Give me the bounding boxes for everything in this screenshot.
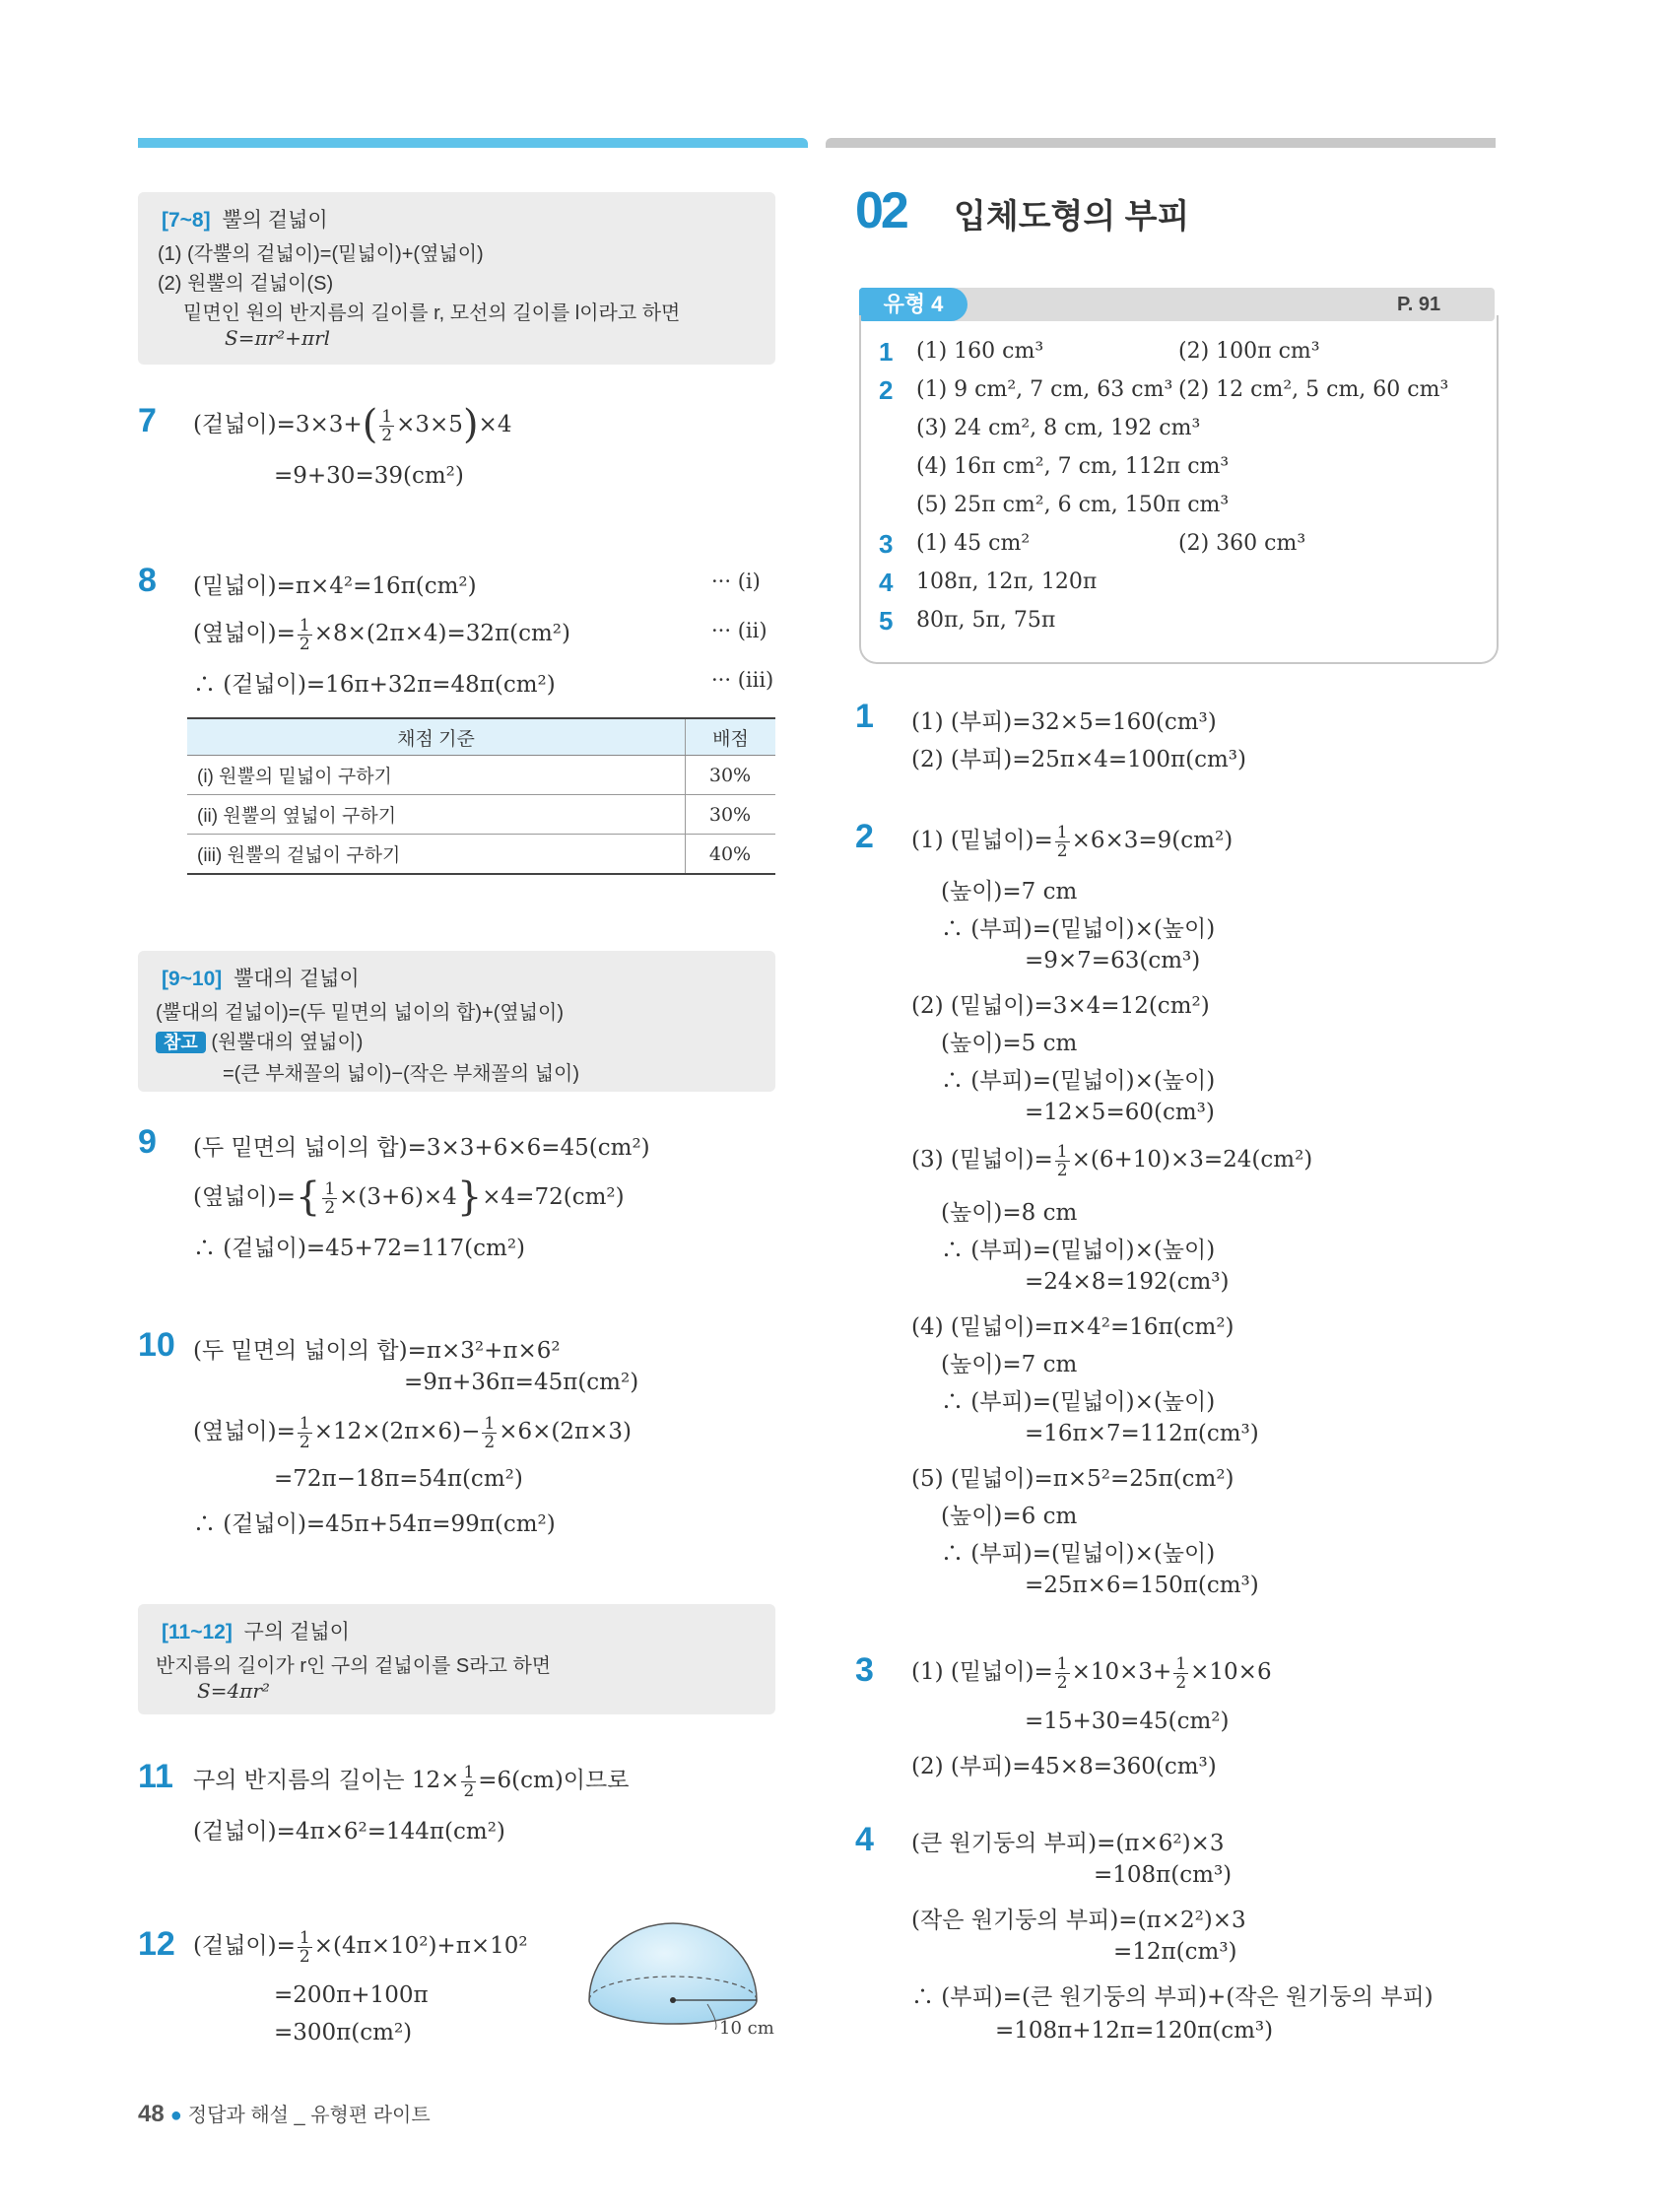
concept-box-7-8: [138, 192, 775, 365]
solution-line: ∴ (겉넓이)=16π+32π=48π(cm²): [193, 672, 556, 698]
hemisphere-figure: [581, 1921, 788, 2059]
question-number: 11: [138, 1758, 173, 1795]
solution-line: ∴ (겉넓이)=45+72=117(cm²): [193, 1236, 526, 1261]
solution-line: (겉넓이)=3×3+( $\frac{1}{2}$ ×3×5)×4: [193, 402, 512, 447]
fraction: $\frac{1}{2}$: [484, 1413, 496, 1452]
page-number: 48: [138, 2101, 165, 2127]
summary-number: 1: [879, 337, 894, 367]
solution-line: =15+30=45(cm²): [1025, 1709, 1230, 1734]
solution-line: =12π(cm³): [1113, 1939, 1237, 1965]
solution-line: =24×8=192(cm³): [1025, 1269, 1230, 1295]
summary-number: 4: [879, 568, 894, 597]
solution-line: =16π×7=112π(cm³): [1025, 1421, 1259, 1446]
concept-title: 뿔대의 겉넓이: [234, 968, 360, 990]
top-rule-right: [826, 138, 1496, 148]
solution-line: (밑넓이)=π×4²=16π(cm²): [193, 573, 477, 599]
section-title: 입체도형의 부피: [954, 198, 1190, 235]
note-badge: 참고: [156, 1032, 206, 1053]
expr: (옆넓이)=: [193, 621, 296, 646]
concept-title: 뿔의 겉넓이: [222, 209, 328, 232]
solution-line: ∴ (부피)=(밑넓이)×(높이): [941, 1068, 1216, 1094]
solution-line: =300π(cm²): [274, 2020, 413, 2045]
expr: ×6×3=9(cm²): [1071, 828, 1234, 853]
summary-number: 3: [879, 529, 894, 559]
solution-line: =9×7=63(cm³): [1025, 948, 1201, 973]
fraction: $\frac{1}{2}$: [299, 1413, 310, 1452]
solution-line: =9+30=39(cm²): [274, 463, 464, 489]
solution-line: (작은 원기둥의 부피)=(π×2²)×3: [911, 1908, 1246, 1933]
summary-answer: (4) 16π cm², 7 cm, 112π cm³: [916, 454, 1230, 479]
solution-line: (높이)=7 cm: [941, 879, 1078, 905]
summary-answer: (5) 25π cm², 6 cm, 150π cm³: [916, 493, 1230, 517]
fraction: $\frac{1}{2}$: [1056, 822, 1068, 861]
expr: (옆넓이)=: [193, 1184, 296, 1210]
expr: (1) (밑넓이)=: [911, 828, 1053, 853]
concept-formula: S=πr²+πrl: [225, 326, 331, 350]
solution-line: =25π×6=150π(cm³): [1025, 1573, 1259, 1598]
fraction: $\frac{1}{2}$: [1056, 1653, 1068, 1693]
table-cell: (iii) 원뿔의 겉넓이 구하기: [187, 835, 686, 875]
expr: ×12×(2π×6)−: [313, 1419, 481, 1444]
solution-line: (2) (부피)=45×8=360(cm³): [911, 1754, 1217, 1779]
solution-line: =108π+12π=120π(cm³): [995, 2018, 1274, 2044]
solution-line: (큰 원기둥의 부피)=(π×6²)×3: [911, 1831, 1225, 1856]
table-row: [187, 756, 775, 795]
solution-line: (높이)=8 cm: [941, 1200, 1078, 1226]
step-marker: ··· (i): [711, 570, 761, 593]
expr: 구의 반지름의 길이는 12×: [193, 1768, 460, 1793]
expr: =6(cm)이므로: [478, 1768, 630, 1793]
top-rule-left: [138, 138, 808, 148]
page-reference: P. 91: [1397, 294, 1441, 315]
expr: ×(4π×10²)+π×10²: [313, 1933, 528, 1959]
question-number: 4: [855, 1821, 874, 1858]
expr: ×(3+6)×4: [339, 1184, 457, 1210]
expr: ×6×(2π×3): [499, 1419, 632, 1444]
solution-line: [911, 1653, 1272, 1692]
solution-line: [911, 822, 1233, 860]
type-label: 유형 4: [859, 288, 967, 321]
page-footer: [138, 2099, 431, 2128]
solution-line: (2) (부피)=25π×4=100π(cm³): [911, 747, 1246, 772]
question-number: 3: [855, 1651, 874, 1689]
concept-line: 밑면인 원의 반지름의 길이를 r, 모선의 길이를 l이라고 하면: [183, 302, 681, 324]
summary-answer: (3) 24 cm², 8 cm, 192 cm³: [916, 416, 1201, 440]
concept-line: (1) (각뿔의 겉넓이)=(밑넓이)+(옆넓이): [158, 243, 484, 265]
solution-line: (두 밑면의 넓이의 합)=π×3²+π×6²: [193, 1338, 561, 1364]
concept-tag: [9~10]: [162, 968, 223, 990]
expr: ×10×6: [1190, 1659, 1272, 1685]
concept-tag: [11~12]: [162, 1621, 233, 1643]
solution-line: [193, 1927, 528, 1966]
solution-line: (2) (밑넓이)=3×4=12(cm²): [911, 993, 1210, 1019]
solution-line: [911, 1141, 1312, 1179]
expr: (겉넓이)=: [193, 1933, 296, 1959]
summary-answer: (2) 12 cm², 5 cm, 60 cm³: [1178, 377, 1449, 402]
section-number: 02: [855, 182, 906, 239]
fraction: $\frac{1}{2}$: [299, 1927, 310, 1967]
question-number: 2: [855, 818, 874, 855]
solution-line: [193, 1762, 629, 1800]
summary-answer: (1) 9 cm², 7 cm, 63 cm³: [916, 377, 1173, 402]
solution-line: ∴ (부피)=(밑넓이)×(높이): [941, 1389, 1216, 1415]
summary-number: 5: [879, 606, 894, 636]
concept-title: 구의 겉넓이: [243, 1621, 350, 1643]
table-header: 채점 기준: [187, 718, 686, 756]
concept-line: 반지름의 길이가 r인 구의 겉넓이를 S라고 하면: [156, 1655, 552, 1677]
summary-answer: (2) 100π cm³: [1178, 339, 1320, 364]
solution-line: ∴ (겉넓이)=45π+54π=99π(cm²): [193, 1511, 556, 1537]
table-cell: (i) 원뿔의 밑넓이 구하기: [187, 756, 686, 795]
solution-line: (높이)=7 cm: [941, 1352, 1078, 1377]
solution-line: (4) (밑넓이)=π×4²=16π(cm²): [911, 1314, 1234, 1340]
concept-line: =(큰 부채꼴의 넓이)−(작은 부채꼴의 넓이): [223, 1063, 580, 1085]
table-row: [187, 835, 775, 875]
expr: ×(6+10)×3=24(cm²): [1071, 1147, 1313, 1173]
concept-formula: S=4πr²: [197, 1679, 270, 1703]
expr: ×4=72(cm²): [482, 1184, 625, 1210]
solution-line: (겉넓이)=4π×6²=144π(cm²): [193, 1819, 505, 1844]
question-number: 8: [138, 562, 157, 599]
concept-line: (2) 원뿔의 겉넓이(S): [158, 273, 334, 295]
table-cell: 30%: [686, 756, 776, 795]
solution-line: (옆넓이)={ $\frac{1}{2}$ ×(3+6)×4}×4=72(cm²): [193, 1174, 625, 1220]
question-number: 10: [138, 1326, 175, 1364]
question-number: 9: [138, 1123, 157, 1161]
table-header: 배점: [686, 718, 776, 756]
concept-box-9-10: [138, 951, 775, 1092]
solution-line: =72π−18π=54π(cm²): [274, 1466, 523, 1492]
solution-line: =12×5=60(cm³): [1025, 1100, 1215, 1125]
expr: (1) (밑넓이)=: [911, 1659, 1053, 1685]
table-cell: (ii) 원뿔의 옆넓이 구하기: [187, 795, 686, 835]
summary-answer: (1) 45 cm²: [916, 531, 1031, 556]
solution-line: ∴ (부피)=(밑넓이)×(높이): [941, 1541, 1216, 1567]
figure-label: 10 cm: [719, 2018, 774, 2039]
solution-line: =108π(cm³): [1094, 1862, 1233, 1888]
solution-line: (높이)=6 cm: [941, 1504, 1078, 1529]
concept-line: (원뿔대의 옆넓이): [211, 1032, 364, 1053]
summary-number: 2: [879, 375, 894, 405]
solution-line: (5) (밑넓이)=π×5²=25π(cm²): [911, 1466, 1234, 1492]
expr: (3) (밑넓이)=: [911, 1147, 1053, 1173]
solution-line: ∴ (부피)=(큰 원기둥의 부피)+(작은 원기둥의 부피): [911, 1984, 1434, 2010]
solution-line: ∴ (부피)=(밑넓이)×(높이): [941, 1238, 1216, 1263]
fraction: $\frac{1}{2}$: [299, 615, 310, 654]
fraction: $\frac{1}{2}$: [463, 1762, 475, 1801]
step-marker: ··· (ii): [711, 619, 767, 642]
expr: (겉넓이)=3×3+: [193, 412, 363, 437]
solution-line: [193, 615, 570, 653]
question-number: 7: [138, 402, 157, 439]
expr: ×3×5: [396, 412, 463, 437]
expr: ×8×(2π×4)=32π(cm²): [313, 621, 570, 646]
expr: ×10×3+: [1071, 1659, 1172, 1685]
concept-tag: [7~8]: [162, 209, 211, 232]
solution-line: [193, 1413, 632, 1451]
step-marker: ··· (iii): [711, 668, 774, 692]
fraction: $\frac{1}{2}$: [1056, 1141, 1068, 1180]
solution-line: (1) (부피)=32×5=160(cm³): [911, 709, 1217, 735]
fraction: $\frac{1}{2}$: [1175, 1653, 1187, 1693]
table-row: [187, 795, 775, 835]
concept-line: (뿔대의 겉넓이)=(두 밑면의 넓이의 합)+(옆넓이): [156, 1002, 564, 1024]
table-cell: 30%: [686, 795, 776, 835]
summary-answer: (2) 360 cm³: [1178, 531, 1306, 556]
solution-line: (두 밑면의 넓이의 합)=3×3+6×6=45(cm²): [193, 1135, 650, 1161]
footer-text: 정답과 해설 _ 유형편 라이트: [187, 2105, 431, 2126]
concept-box-11-12: [138, 1604, 775, 1714]
question-number: 12: [138, 1925, 175, 1963]
bullet-icon: ●: [169, 2105, 182, 2126]
fraction: $\frac{1}{2}$: [324, 1178, 336, 1218]
solution-line: =200π+100π: [274, 1982, 429, 2008]
solution-line: =9π+36π=45π(cm²): [404, 1370, 639, 1395]
grading-table: [187, 717, 775, 875]
summary-answer: 108π, 12π, 120π: [916, 570, 1098, 594]
summary-answer: 80π, 5π, 75π: [916, 608, 1056, 633]
expr: ×4: [478, 412, 512, 437]
question-number: 1: [855, 698, 874, 735]
fraction: $\frac{1}{2}$: [381, 406, 393, 445]
solution-line: ∴ (부피)=(밑넓이)×(높이): [941, 916, 1216, 942]
table-cell: 40%: [686, 835, 776, 875]
solution-line: (높이)=5 cm: [941, 1031, 1078, 1056]
expr: (옆넓이)=: [193, 1419, 296, 1444]
summary-answer: (1) 160 cm³: [916, 339, 1044, 364]
